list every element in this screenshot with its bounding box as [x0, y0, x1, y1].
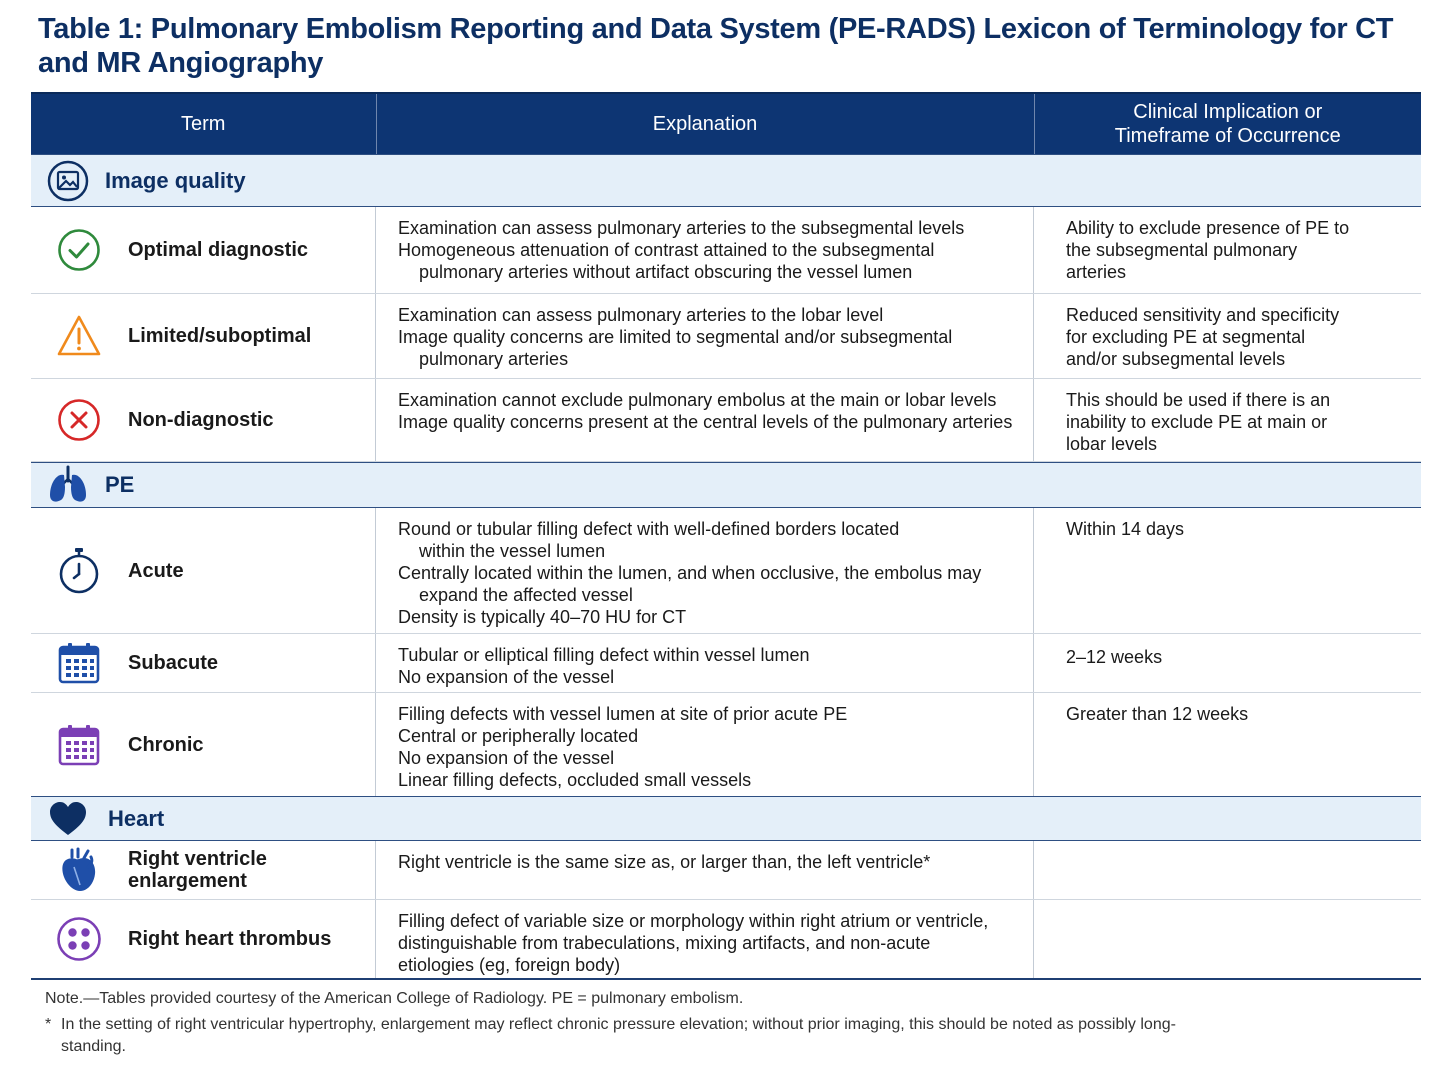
explanation-line: Examination can assess pulmonary arteries to the subsegmental levels: [398, 218, 965, 238]
explanation-line: Examination can assess pulmonary arteries to the lobar level: [398, 305, 884, 325]
section-label: Image quality: [105, 167, 246, 193]
table-row: [31, 634, 1421, 693]
term-label: Limited/suboptimal: [128, 325, 312, 347]
explanation-line: Filling defect of variable size or morphology within right atrium or ventricle, distinguishable from trabeculations, mixing artifacts, and non-acute etiologies (eg, foreign body): [398, 911, 989, 975]
table-row: [31, 508, 1421, 634]
explanation-line: Homogeneous attenuation of contrast attained to the subsegmental pulmonary arteries without artifact obscuring the vessel lumen: [398, 240, 935, 282]
explanation-line: Linear filling defects, occluded small vessels: [398, 770, 752, 790]
image-icon: [43, 159, 93, 203]
check-circle-icon: [54, 225, 104, 275]
explanation-line: Centrally located within the lumen, and when occlusive, the embolus may expand the affected vessel: [398, 563, 982, 605]
table-row: [31, 207, 1421, 294]
explanation-line: Examination cannot exclude pulmonary embolus at the main or lobar levels: [398, 390, 997, 410]
header-term: Term: [31, 94, 377, 154]
section-image-quality: [31, 154, 1421, 207]
explanation-line: Density is typically 40–70 HU for CT: [398, 607, 687, 627]
lexicon-table: [31, 92, 1421, 980]
table-title: Table 1: Pulmonary Embolism Reporting and Data System (PE-RADS) Lexicon of Terminology for CT and MR Angiography: [38, 13, 1394, 79]
explanation-line: No expansion of the vessel: [398, 667, 615, 687]
implication-text: Ability to exclude presence of PE to the subsegmental pulmonary arteries: [1066, 218, 1350, 282]
implication-text: Reduced sensitivity and specificity for excluding PE at segmental and/or subsegmental levels: [1066, 305, 1340, 369]
explanation-line: No expansion of the vessel: [398, 748, 615, 768]
table-header: [31, 92, 1421, 154]
header-explanation: Explanation: [377, 94, 1035, 154]
implication-text: Greater than 12 weeks: [1066, 704, 1249, 724]
table-row: [31, 294, 1421, 379]
explanation-line: Filling defects with vessel lumen at site of prior acute PE: [398, 704, 848, 724]
implication-text: This should be used if there is an inability to exclude PE at main or lobar levels: [1066, 390, 1331, 454]
implication-text: Within 14 days: [1066, 519, 1185, 539]
section-label: PE: [105, 472, 135, 497]
thrombus-dots-icon: [54, 914, 104, 964]
calendar-icon: [54, 638, 104, 688]
table-row: [31, 841, 1421, 900]
explanation-line: Right ventricle is the same size as, or larger than, the left ventricle*: [398, 852, 931, 872]
section-label: Heart: [108, 805, 165, 831]
explanation-line: Image quality concerns present at the central levels of the pulmonary arteries: [398, 412, 1013, 432]
term-label: Right heart thrombus: [128, 928, 332, 950]
explanation-line: Central or peripherally located: [398, 726, 639, 746]
table-row: [31, 693, 1421, 796]
term-label: Chronic: [128, 733, 204, 756]
implication-text: 2–12 weeks: [1066, 647, 1163, 667]
explanation-line: Tubular or elliptical filling defect within vessel lumen: [398, 645, 810, 665]
lungs-icon: [43, 463, 93, 507]
section-pe: [31, 462, 1421, 508]
note-text: Note.—Tables provided courtesy of the American College of Radiology. PE = pulmonary embolism.: [45, 990, 744, 1007]
explanation-line: Round or tubular filling defect with well-defined borders located within the vessel lumen: [398, 519, 900, 561]
term-label: Subacute: [128, 652, 219, 674]
table-note: [45, 988, 1185, 1058]
stopwatch-icon: [54, 546, 104, 596]
heart-icon: [43, 797, 93, 841]
footnote: [45, 1014, 1185, 1058]
explanation-line: Image quality concerns are limited to segmental and/or subsegmental pulmonary arteries: [398, 327, 953, 369]
table-row: [31, 379, 1421, 462]
anatomical-heart-icon: [54, 845, 104, 895]
section-heart: [31, 796, 1421, 841]
term-label: Right ventricle enlargement: [128, 848, 267, 892]
calendar-purple-icon: [54, 720, 104, 770]
footnote-text: In the setting of right ventricular hypertrophy, enlargement may reflect chronic pressure elevation; without prior imaging, this should be noted as possibly long-standing.: [61, 1016, 1176, 1055]
table-row: [31, 900, 1421, 978]
term-label: Non-diagnostic: [128, 409, 274, 431]
term-label: Optimal diagnostic: [128, 239, 309, 261]
footnote-mark: *: [45, 1016, 52, 1033]
warning-icon: [54, 311, 104, 361]
term-label: Acute: [128, 559, 184, 582]
x-circle-icon: [54, 395, 104, 445]
header-implication: Clinical Implication or Timeframe of Occurrence: [1114, 101, 1341, 147]
